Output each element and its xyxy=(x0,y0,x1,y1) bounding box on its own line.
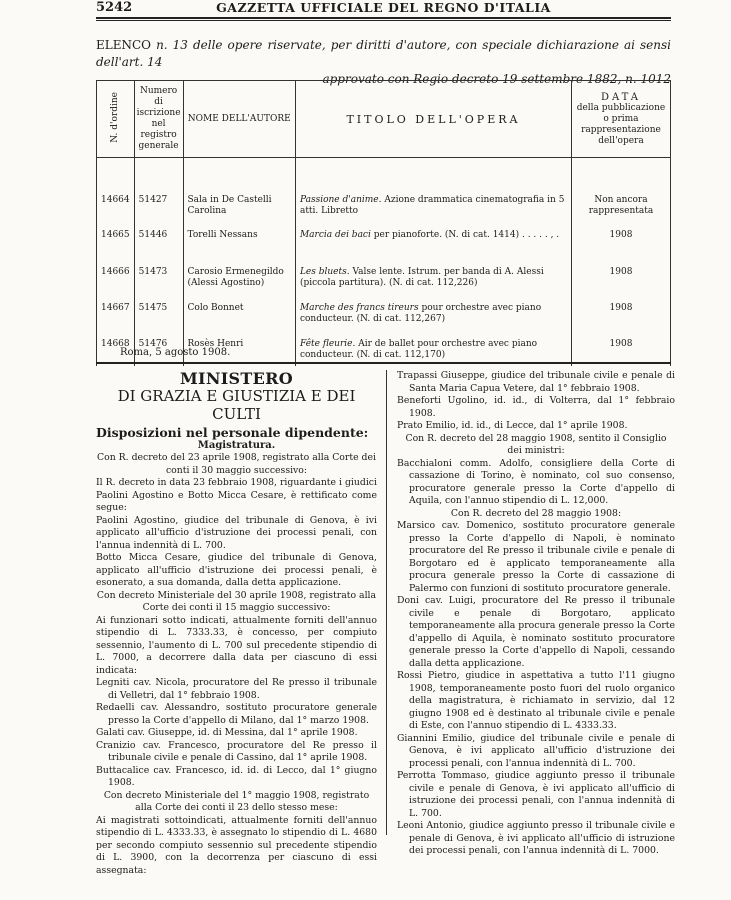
paragraph: Perrotta Tommaso, giudice aggiunto presso il tribunale civile e penale di Genova, è ivi applicato all'ufficio di istruzione dei processi penali, con l'annua indennità di L. 700. xyxy=(397,770,675,819)
paragraph: Paolini Agostino, giudice del tribunale di Genova, è ivi applicato all'ufficio d'istruzione dei processi penali, con l'annua indennità di L. 700. xyxy=(96,514,377,551)
ministero-subtitle: DI GRAZIA E GIUSTIZIA E DEI CULTI xyxy=(117,387,356,423)
row-data: 1908 xyxy=(571,227,670,264)
row-reg: 51473 xyxy=(134,264,183,300)
row-autore: Colo Bonnet xyxy=(183,300,295,336)
magistratura-heading: Magistratura. xyxy=(197,440,276,451)
paragraph: Redaelli cav. Alessandro, sostituto procuratore generale presso la Corte d'appello di Milano, dal 1° marzo 1908. xyxy=(96,702,377,726)
header-data-big: DATA xyxy=(600,91,641,103)
paragraph: Con R. decreto del 28 maggio 1908, sentito il Consiglio dei ministri: xyxy=(405,432,667,456)
row-reg: 51476 xyxy=(134,336,183,366)
row-n: 14664 xyxy=(97,192,135,227)
row-reg: 51446 xyxy=(134,227,183,264)
elenco-text-1: n. 13 delle opere riservate, per diritti d'autore, con speciale dichiarazione ai sensi dell'art. 14 xyxy=(96,38,671,69)
header-autore: NOME DELL'AUTORE xyxy=(183,81,295,158)
table-row xyxy=(97,300,671,336)
row-titolo: Fête fleurie. Air de ballet pour orchestre avec piano conducteur. (N. di cat. 112,170) xyxy=(295,336,571,366)
header-titolo: TITOLO DELL'OPERA xyxy=(295,81,571,158)
header-rule-thin xyxy=(96,20,671,21)
table-row xyxy=(97,264,671,300)
section-separator xyxy=(96,362,671,364)
paragraph: Con R. decreto del 28 maggio 1908: xyxy=(450,507,622,519)
table-header-row xyxy=(97,81,671,158)
paragraph: Rossi Pietro, giudice in aspettativa a tutto l'11 giugno 1908, temporaneamente posto fuori del ruolo organico della magistratura, è richiamato in servizio, dal 12 giugno 1908 ed è destinato al tribunale civile e penale di Este, con l'annuo stipendio di L. 4333.33. xyxy=(397,670,675,731)
paragraph: Doni cav. Luigi, procuratore del Re presso il tribunale civile e penale di Borgotaro, applicato temporaneamente alla procura generale presso la Corte d'appello di Aquila, è nominato sostituto procuratore generale presso la Corte d'appello di Napoli, cessando dalla detta applicazione. xyxy=(397,595,675,669)
header-n-ordine: N. d'ordine xyxy=(97,81,135,158)
row-data: Non ancora rappresentata xyxy=(571,192,670,227)
paragraph: Con decreto Ministeriale del 1° maggio 1908, registrato alla Corte dei conti il 23 dello stesso mese: xyxy=(103,789,370,813)
table-row xyxy=(97,192,671,227)
row-titolo: Les bluets. Valse lente. Istrum. per banda di A. Alessi (piccola partitura). (N. di cat. 112,226) xyxy=(295,264,571,300)
paragraph: Con R. decreto del 23 aprile 1908, registrato alla Corte dei conti il 30 maggio successivo: xyxy=(97,452,376,476)
row-n: 14666 xyxy=(97,264,135,300)
table-row xyxy=(97,227,671,264)
row-reg: 51475 xyxy=(134,300,183,336)
row-autore: Rosès Henri xyxy=(183,336,295,366)
paragraph: Cranizio cav. Francesco, procuratore del Re presso il tribunale civile e penale di Cassino, dal 1° aprile 1908. xyxy=(96,739,377,763)
right-column xyxy=(397,370,675,858)
row-data: 1908 xyxy=(571,300,670,336)
header-rule xyxy=(96,17,671,19)
paragraph: Trapassi Giuseppe, giudice del tribunale civile e penale di Santa Maria Capua Vetere, dal 1° febbraio 1908. xyxy=(397,370,675,394)
header-data xyxy=(571,81,670,158)
paragraph: Con decreto Ministeriale del 30 aprile 1908, registrato alla Corte dei conti il 15 maggio successivo: xyxy=(96,589,377,613)
header-data-small: della pubblicazione o prima rappresentazione dell'opera xyxy=(576,102,666,146)
elenco-text-2: approvato con Regio decreto 19 settembre 1882, n. 1012 xyxy=(322,72,671,86)
row-n: 14665 xyxy=(97,227,135,264)
paragraph: Giannini Emilio, giudice del tribunale civile e penale di Genova, è ivi applicato all'ufficio d'istruzione dei processi penali, con l'annua indennità di L. 700. xyxy=(397,732,675,769)
row-titolo: Marcia dei baci per pianoforte. (N. di cat. 1414) . . . . . , . xyxy=(295,227,571,264)
paragraph: Marsico cav. Domenico, sostituto procuratore generale presso la Corte d'appello di Napoli, è nominato procuratore del Re presso il tribunale civile e penale di Borgotaro ed è applicato temporaneamente alla procura generale presso la Corte di cassazione di Palermo con funzioni di sostituto procuratore generale. xyxy=(397,520,675,594)
column-divider xyxy=(386,370,387,835)
paragraph: Botto Micca Cesare, giudice del tribunale di Genova, applicato all'ufficio d'istruzione dei processi penali, è esonerato, a sua domanda, dalla detta applicazione. xyxy=(96,552,377,588)
roma-date: Roma, 5 agosto 1908. xyxy=(120,347,231,358)
paragraph: Leoni Antonio, giudice aggiunto presso il tribunale civile e penale di Genova, è ivi applicato all'ufficio di istruzione dei processi penali, con l'annua indennità di L. 7000. xyxy=(397,820,675,856)
row-n: 14667 xyxy=(97,300,135,336)
disposizioni-heading: Disposizioni nel personale dipendente: xyxy=(96,425,369,440)
row-autore: Sala in De Castelli Carolina xyxy=(183,192,295,227)
row-autore: Carosio Ermenegildo (Alessi Agostino) xyxy=(183,264,295,300)
row-titolo: Passione d'anime. Azione drammatica cinematografia in 5 atti. Libretto xyxy=(295,192,571,227)
paragraph: Legniti cav. Nicola, procuratore del Re presso il tribunale di Velletri, dal 1° febbraio 1908. xyxy=(96,677,377,701)
paragraph: Beneforti Ugolino, id. id., di Volterra, dal 1° febbraio 1908. xyxy=(397,395,675,419)
paragraph: Prato Emilio, id. id., di Lecce, dal 1° aprile 1908. xyxy=(397,420,628,431)
row-reg: 51427 xyxy=(134,192,183,227)
ministero-title: MINISTERO xyxy=(180,369,293,388)
works-table xyxy=(96,80,671,366)
page-number: 5242 xyxy=(96,0,133,15)
paragraph: Bacchialoni comm. Adolfo, consigliere della Corte di cassazione di Torino, è nominato, col suo consenso, procuratore generale presso la Corte d'appello di Aquila, con l'annuo stipendio di L. 12,000. xyxy=(397,457,675,506)
paragraph: Buttacalice cav. Francesco, id. id. di Lecco, dal 1° giugno 1908. xyxy=(96,764,377,788)
paragraph: Ai magistrati sottoindicati, attualmente forniti dell'annuo stipendio di L. 4333.33, è assegnato lo stipendio di L. 4680 per secondo compiuto sessennio sul precedente stipendio di L. 3900, con la decorrenza per ciascuno di essi assegnata: xyxy=(96,814,377,876)
row-n: 14668 xyxy=(97,336,135,366)
paragraph: Ai funzionari sotto indicati, attualmente forniti dell'annuo stipendio di L. 7333.33, è concesso, per compiuto sessennio, l'aumento di L. 700 sul precedente stipendio di L. 7000, a decorrere dalla data per ciascuno di essi indicata: xyxy=(96,614,377,676)
row-data: 1908 xyxy=(571,336,670,366)
paragraph: Il R. decreto in data 23 febbraio 1908, riguardante i giudici Paolini Agostino e Botto Micca Cesare, è rettificato come segue: xyxy=(96,477,377,513)
paragraph: Galati cav. Giuseppe, id. di Messina, dal 1° aprile 1908. xyxy=(96,727,358,738)
left-column xyxy=(96,370,377,877)
gazette-title: GAZZETTA UFFICIALE DEL REGNO D'ITALIA xyxy=(216,0,551,15)
row-autore: Torelli Nessans xyxy=(183,227,295,264)
page-header xyxy=(96,0,671,16)
row-data: 1908 xyxy=(571,264,670,300)
header-numero: Numero di iscrizione nel registro generale xyxy=(134,81,183,158)
elenco-lead: ELENCO xyxy=(96,38,152,52)
row-titolo: Marche des francs tireurs pour orchestre avec piano conducteur. (N. di cat. 112,267) xyxy=(295,300,571,336)
